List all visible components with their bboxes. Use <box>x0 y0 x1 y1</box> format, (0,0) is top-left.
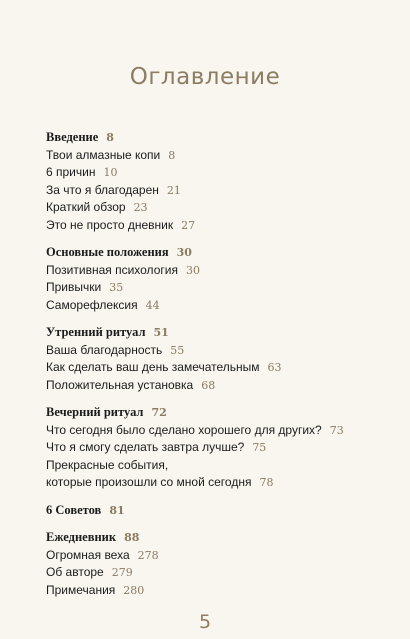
toc-page-number: 27 <box>181 218 196 232</box>
toc-section-evening-ritual <box>46 404 386 492</box>
toc-entry[interactable] <box>46 147 386 165</box>
toc-entry-label: Прекрасные события, <box>46 457 169 472</box>
toc-page-number: 10 <box>103 166 118 179</box>
toc-heading-label: Введение <box>46 130 99 144</box>
toc-entry-label: За что я благодарен <box>46 182 159 197</box>
toc-heading-label: Утренний ритуал <box>46 325 146 339</box>
toc-entry-label: Как сделать ваш день замечательным <box>46 360 260 374</box>
toc-entry-label: Саморефлексия <box>46 297 138 312</box>
toc-section-planner <box>46 529 386 599</box>
toc-entry[interactable] <box>46 564 386 582</box>
toc-page-number: 75 <box>252 441 267 454</box>
toc-entry-label: Привычки <box>46 280 102 294</box>
toc-page-number: 51 <box>153 326 169 339</box>
toc-entry[interactable] <box>46 359 386 377</box>
toc-entry[interactable] <box>46 547 386 565</box>
toc-entry[interactable] <box>46 217 386 235</box>
toc-page-number: 88 <box>124 531 140 544</box>
toc-entry-label: Огромная веха <box>46 547 130 562</box>
toc-entry[interactable] <box>46 262 386 280</box>
toc-entry-label: Примечания <box>46 582 116 597</box>
toc-page-number: 278 <box>137 548 159 562</box>
toc-entry-label: Твои алмазные копи <box>46 147 161 162</box>
toc-page-number: 30 <box>185 263 200 277</box>
page-number: 5 <box>198 611 212 633</box>
toc-page-number: 73 <box>329 423 344 437</box>
toc-entry[interactable] <box>46 439 386 457</box>
toc-page-number: 35 <box>109 281 124 294</box>
toc-section-morning-ritual <box>46 324 386 394</box>
toc-entry-label: Это не просто дневник <box>46 217 174 232</box>
toc-page-number: 44 <box>145 298 160 312</box>
toc-heading[interactable] <box>46 244 386 262</box>
toc-entry[interactable] <box>46 182 386 200</box>
toc-entry[interactable] <box>46 582 386 600</box>
toc-section-introduction <box>46 129 386 234</box>
toc-entry-label: 6 причин <box>46 165 96 179</box>
toc-page-number: 78 <box>259 476 274 489</box>
toc-page-number: 81 <box>109 503 125 517</box>
toc-page-number: 8 <box>168 148 176 162</box>
page-title: Оглавление <box>129 64 281 90</box>
toc-entry-label: Что сегодня было сделано хорошего для других? <box>46 422 322 437</box>
toc-page-number: 63 <box>267 361 282 374</box>
toc-entry-label-continued: которые произошли со мной сегодня <box>46 475 252 489</box>
toc-page-number: 55 <box>170 343 185 357</box>
toc-heading[interactable] <box>46 502 386 520</box>
toc-page-number: 8 <box>106 131 114 144</box>
toc-heading-label: Ежедневник <box>46 530 117 544</box>
toc-entry[interactable] <box>46 297 386 315</box>
toc-heading[interactable] <box>46 529 386 547</box>
toc-entry-label: Позитивная психология <box>46 262 178 277</box>
toc-entry[interactable] <box>46 377 386 395</box>
toc-page-number: 280 <box>123 583 145 597</box>
toc-page-number: 279 <box>111 566 133 579</box>
toc-entry[interactable] <box>46 342 386 360</box>
toc-page-number: 30 <box>176 246 192 259</box>
toc-entry[interactable] <box>46 199 386 217</box>
toc-entry[interactable] <box>46 422 386 440</box>
toc-section-tips <box>46 502 386 520</box>
toc-heading-label: Основные положения <box>46 245 169 259</box>
table-of-contents <box>46 129 386 609</box>
toc-entry-label: Что я смогу сделать завтра лучше? <box>46 440 245 454</box>
toc-section-basics <box>46 244 386 314</box>
toc-page-number: 72 <box>151 406 167 419</box>
toc-entry-label: Положительная установка <box>46 377 194 392</box>
toc-entry-label: Краткий обзор <box>46 200 126 214</box>
toc-page-number: 68 <box>201 378 216 392</box>
toc-entry[interactable] <box>46 457 386 492</box>
toc-page-number: 21 <box>166 183 181 197</box>
toc-entry[interactable] <box>46 164 386 182</box>
toc-heading[interactable] <box>46 404 386 422</box>
toc-heading-label: Вечерний ритуал <box>46 405 144 419</box>
toc-entry[interactable] <box>46 279 386 297</box>
toc-heading[interactable] <box>46 324 386 342</box>
toc-page-number: 23 <box>133 201 148 214</box>
toc-entry-label: Ваша благодарность <box>46 342 163 357</box>
toc-heading-label: 6 Советов <box>46 502 102 517</box>
toc-heading[interactable] <box>46 129 386 147</box>
toc-entry-label: Об авторе <box>46 565 104 579</box>
